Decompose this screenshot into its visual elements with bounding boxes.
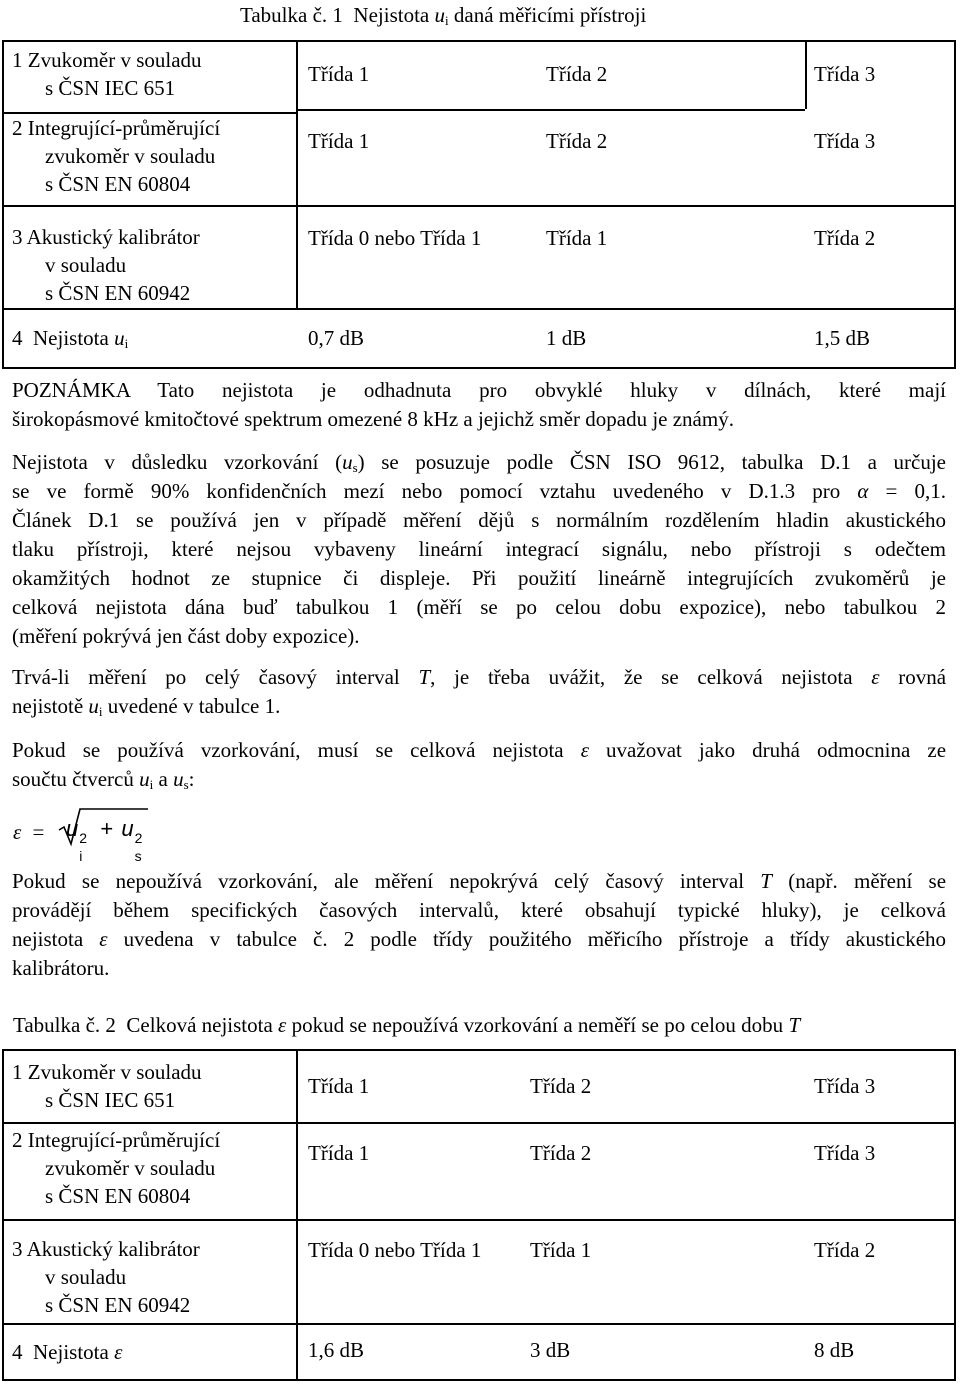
paragraph-full-interval: Trvá-li měření po celý časový interval T, je třeba uvážit, že se celková nejistota ε rovná nejistotě $u_i$ uvedené v tabulce 1. xyxy=(12,665,947,719)
paragraph-no-sampling: Pokud se nepoužívá vzorkování, ale měření nepokrývá celý časový interval T (např. měření se provádějí během specifických časových intervalů, které obsahují typické hluky), je celková nejistota ε uvedena v tabulce č. 2 podle třídy použitého měřicího přístroje a třídy akustického kalibrátoru. xyxy=(12,869,947,980)
table1-border-right xyxy=(954,40,956,369)
table2-cell: Třída 2 xyxy=(530,1141,592,1165)
table1-cell: Třída 3 xyxy=(814,62,876,86)
table1-cell: Třída 1 xyxy=(308,129,370,153)
table2-cell: Třída 2 xyxy=(530,1074,592,1098)
table1-cell: Třída 3 xyxy=(814,129,876,153)
table1-cell: Třída 2 xyxy=(546,62,608,86)
formula-lhs: ε xyxy=(13,820,22,844)
table1-row3-label: 3 Akustický kalibrátor v souladu s ČSN EN 60942 xyxy=(12,225,200,305)
table1-divider xyxy=(296,109,805,111)
table2-cell: Třída 2 xyxy=(814,1238,876,1262)
table1-cell: Třída 0 nebo Třída 1 xyxy=(308,226,482,250)
table1-row1-label: 1 Zvukoměr v souladu s ČSN IEC 651 xyxy=(12,48,202,100)
table2-caption: Tabulka č. 2 Celková nejistota ε pokud se nepoužívá vzorkování a neměří se po celou dobu T xyxy=(13,1013,801,1037)
table2-row4-label: 4 Nejistota ε xyxy=(12,1340,123,1364)
table1-cell: 0,7 dB xyxy=(308,326,365,350)
table1-col-divider xyxy=(296,40,298,308)
paragraph-sampling-uncertainty: Nejistota v důsledku vzorkování $(u_s)$ se posuzuje podle ČSN ISO 9612, tabulka D.1 a určuje se ve formě 90% konfidenčních mezí nebo pomocí vztahu uvedeného v D.1.3 pro α = 0,1. Článek D.1 se používá jen v případě měření dějů s normálním rozdělením hladin akustického tlaku přístroji, které nejsou vybaveny lineární integrací signálu, nebo přístroji s odečtem okamžitých hodnot ze stupnice či displeje. Při použití lineárně integrujících zvukoměrů je celková nejistota dána buď tabulkou 1 (měří se po celou dobu expozice), nebo tabulkou 2 (měření pokrývá jen část doby expozice). xyxy=(12,450,947,648)
table1-cell: Třída 1 xyxy=(546,226,608,250)
table2-divider xyxy=(2,1122,956,1124)
table2-border-right xyxy=(954,1049,956,1381)
formula-equals: = xyxy=(32,820,45,844)
table2-row1-label: 1 Zvukoměr v souladu s ČSN IEC 651 xyxy=(12,1060,202,1112)
table2-row2-label: 2 Integrující-průměrující zvukoměr v souladu s ČSN EN 60804 xyxy=(12,1128,221,1208)
paragraph-sampling-formula-intro: Pokud se používá vzorkování, musí se celková nejistota ε uvažovat jako druhá odmocnina ze součtu čtverců $u_i$ a $u_s$: xyxy=(12,738,947,792)
table2-cell: 8 dB xyxy=(814,1338,855,1362)
table1-border-left xyxy=(2,40,4,369)
table1-row4-label: 4 Nejistota $u_i$ xyxy=(12,326,129,351)
table2-border-left xyxy=(2,1049,4,1381)
table2-cell: Třída 3 xyxy=(814,1074,876,1098)
table2-cell: Třída 3 xyxy=(814,1141,876,1165)
note: POZNÁMKA Tato nejistota je odhadnuta pro obvyklé hluky v dílnách, které mají širokopásmové kmitočtové spektrum omezené 8 kHz a jejichž směr dopadu je známý. xyxy=(12,378,946,431)
table2-border-bottom xyxy=(2,1379,956,1381)
formula-rhs: u 2 i + u 2 s xyxy=(66,816,143,864)
table2-cell: Třída 0 nebo Třída 1 xyxy=(308,1238,482,1262)
table1-divider xyxy=(2,308,956,310)
table2-col-divider xyxy=(296,1049,298,1381)
table2-cell: 3 dB xyxy=(530,1338,571,1362)
table2-row3-label: 3 Akustický kalibrátor v souladu s ČSN EN 60942 xyxy=(12,1237,200,1317)
table1-border-top xyxy=(2,40,956,42)
table1-col-divider xyxy=(805,40,807,109)
table2-cell: 1,6 dB xyxy=(308,1338,365,1362)
table2-divider xyxy=(2,1323,956,1325)
table1-cell: 1,5 dB xyxy=(814,326,871,350)
table1-row2-label: 2 Integrující-průměrující zvukoměr v souladu s ČSN EN 60804 xyxy=(12,116,221,196)
table1-cell: Třída 2 xyxy=(814,226,876,250)
table2-cell: Třída 1 xyxy=(530,1238,592,1262)
table2-cell: Třída 1 xyxy=(308,1141,370,1165)
table2-border-top xyxy=(2,1049,956,1051)
table1-border-bottom xyxy=(2,367,956,369)
table2-cell: Třída 1 xyxy=(308,1074,370,1098)
table1-caption: Tabulka č. 1 Nejistota $u_i$ daná měřicími přístroji xyxy=(240,3,647,28)
table1-cell: 1 dB xyxy=(546,326,587,350)
table1-cell: Třída 1 xyxy=(308,62,370,86)
table2-divider xyxy=(2,1219,956,1221)
table1-cell: Třída 2 xyxy=(546,129,608,153)
table1-divider xyxy=(2,205,956,207)
